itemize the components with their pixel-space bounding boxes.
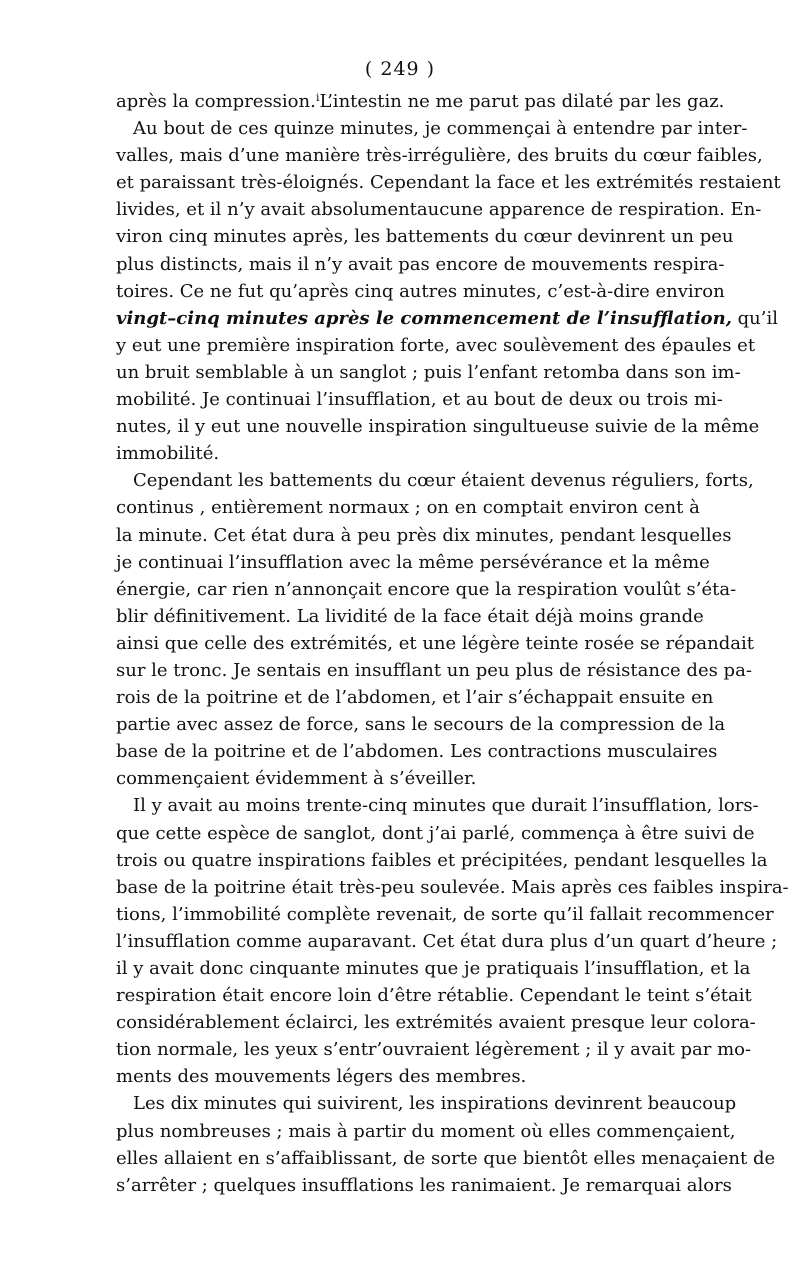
text-line: la minute. Cet état dura à peu près dix minutes, pendant lesquelles [116,524,732,546]
text-line: sur le tronc. Je sentais en insufflant un peu plus de résistance des pa- [116,659,752,681]
text-line: il y avait donc cinquante minutes que je pratiquais l’insufflation, et la [116,958,751,979]
text-line: commençaient évidemment à s’éveiller. [116,768,477,790]
text-line: viron cinq minutes après, les battements du cœur devinrent un peu [116,226,734,248]
text-line: et paraissant très-éloignés. Cependant la face et les extrémités restaient [116,172,781,194]
text-line: que cette espèce de sanglot, dont j’ai parlé, commença à être suivi de [116,822,755,844]
text-line [116,305,778,332]
text-line: mobilité. Je continuai l’insufflation, et au bout de deux ou trois mi- [116,389,723,411]
emphasized-text: vingt–cinq minutes après le commencement de l’insufflation, [116,307,732,329]
text-line: base de la poitrine et de l’abdomen. Les contractions musculaires [116,741,718,763]
text-line: livides, et il n’y avait absolumentaucune apparence de respiration. En- [116,199,762,221]
text-line: valles, mais d’une manière très-irrégulière, des bruits du cœur faibles, [116,145,763,167]
text-line: s’arrêter ; quelques insufflations les ranimaient. Je remarquai alors [116,1174,732,1196]
text-line: Il y avait au moins trente-cinq minutes que durait l’insufflation, lors- [133,795,759,817]
text-line: Les dix minutes qui suivirent, les inspirations devinrent beaucoup [133,1093,737,1115]
body-text [116,88,789,1199]
text-line: continus , entièrement normaux ; on en comptait environ cent à [116,497,700,519]
text-line: considérablement éclairci, les extrémités avaient presque leur colora- [116,1012,756,1034]
text-line: trois ou quatre inspirations faibles et précipitées, pendant lesquelles la [116,849,768,871]
text-line: un bruit semblable à un sanglot ; puis l’enfant retomba dans son im- [116,361,741,383]
text-line: blir définitivement. La lividité de la face était déjà moins grande [116,605,704,627]
text-line: rois de la poitrine et de l’abdomen, et l’air s’échappait ensuite en [116,687,714,709]
text-line: après la compression.ⁱL’intestin ne me parut pas dilaté par les gaz. [116,91,725,112]
text-line: elles allaient en s’affaiblissant, de sorte que bientôt elles menaçaient de [116,1147,776,1169]
text-line: plus distincts, mais il n’y avait pas encore de mouvements respira- [116,253,725,275]
text-line: base de la poitrine était très-peu soulevée. Mais après ces faibles inspira- [116,876,789,898]
text-line: énergie, car rien n’annonçait encore que la respiration voulût s’éta- [116,578,737,600]
page-number: ( 249 ) [364,58,436,80]
text-line: je continuai l’insufflation avec la même persévérance et la même [116,551,710,573]
text-line: plus nombreuses ; mais à partir du moment où elles commençaient, [116,1120,736,1142]
text-line: Cependant les battements du cœur étaient devenus réguliers, forts, [133,470,754,492]
text-line: respiration était encore loin d’être rétablie. Cependant le teint s’était [116,985,752,1007]
text-line: l’insufflation comme auparavant. Cet état dura plus d’un quart d’heure ; [116,930,778,952]
text-line: ainsi que celle des extrémités, et une légère teinte rosée se répandait [116,632,754,654]
text-line: tion normale, les yeux s’entr’ouvraient légèrement ; il y avait par mo- [116,1039,752,1061]
text-line: Au bout de ces quinze minutes, je commençai à entendre par inter- [133,118,748,140]
text-line: partie avec assez de force, sans le secours de la compression de la [116,714,726,736]
text-run: qu’il [731,307,778,329]
text-line: ments des mouvements légers des membres. [116,1066,527,1088]
text-line: immobilité. [116,443,220,465]
text-line: y eut une première inspiration forte, avec soulèvement des épaules et [116,334,756,356]
text-line: toires. Ce ne fut qu’après cinq autres minutes, c’est-à-dire environ [116,280,725,302]
text-line: tions, l’immobilité complète revenait, de sorte qu’il fallait recommencer [116,903,774,925]
text-line: nutes, il y eut une nouvelle inspiration singultueuse suivie de la même [116,416,760,438]
